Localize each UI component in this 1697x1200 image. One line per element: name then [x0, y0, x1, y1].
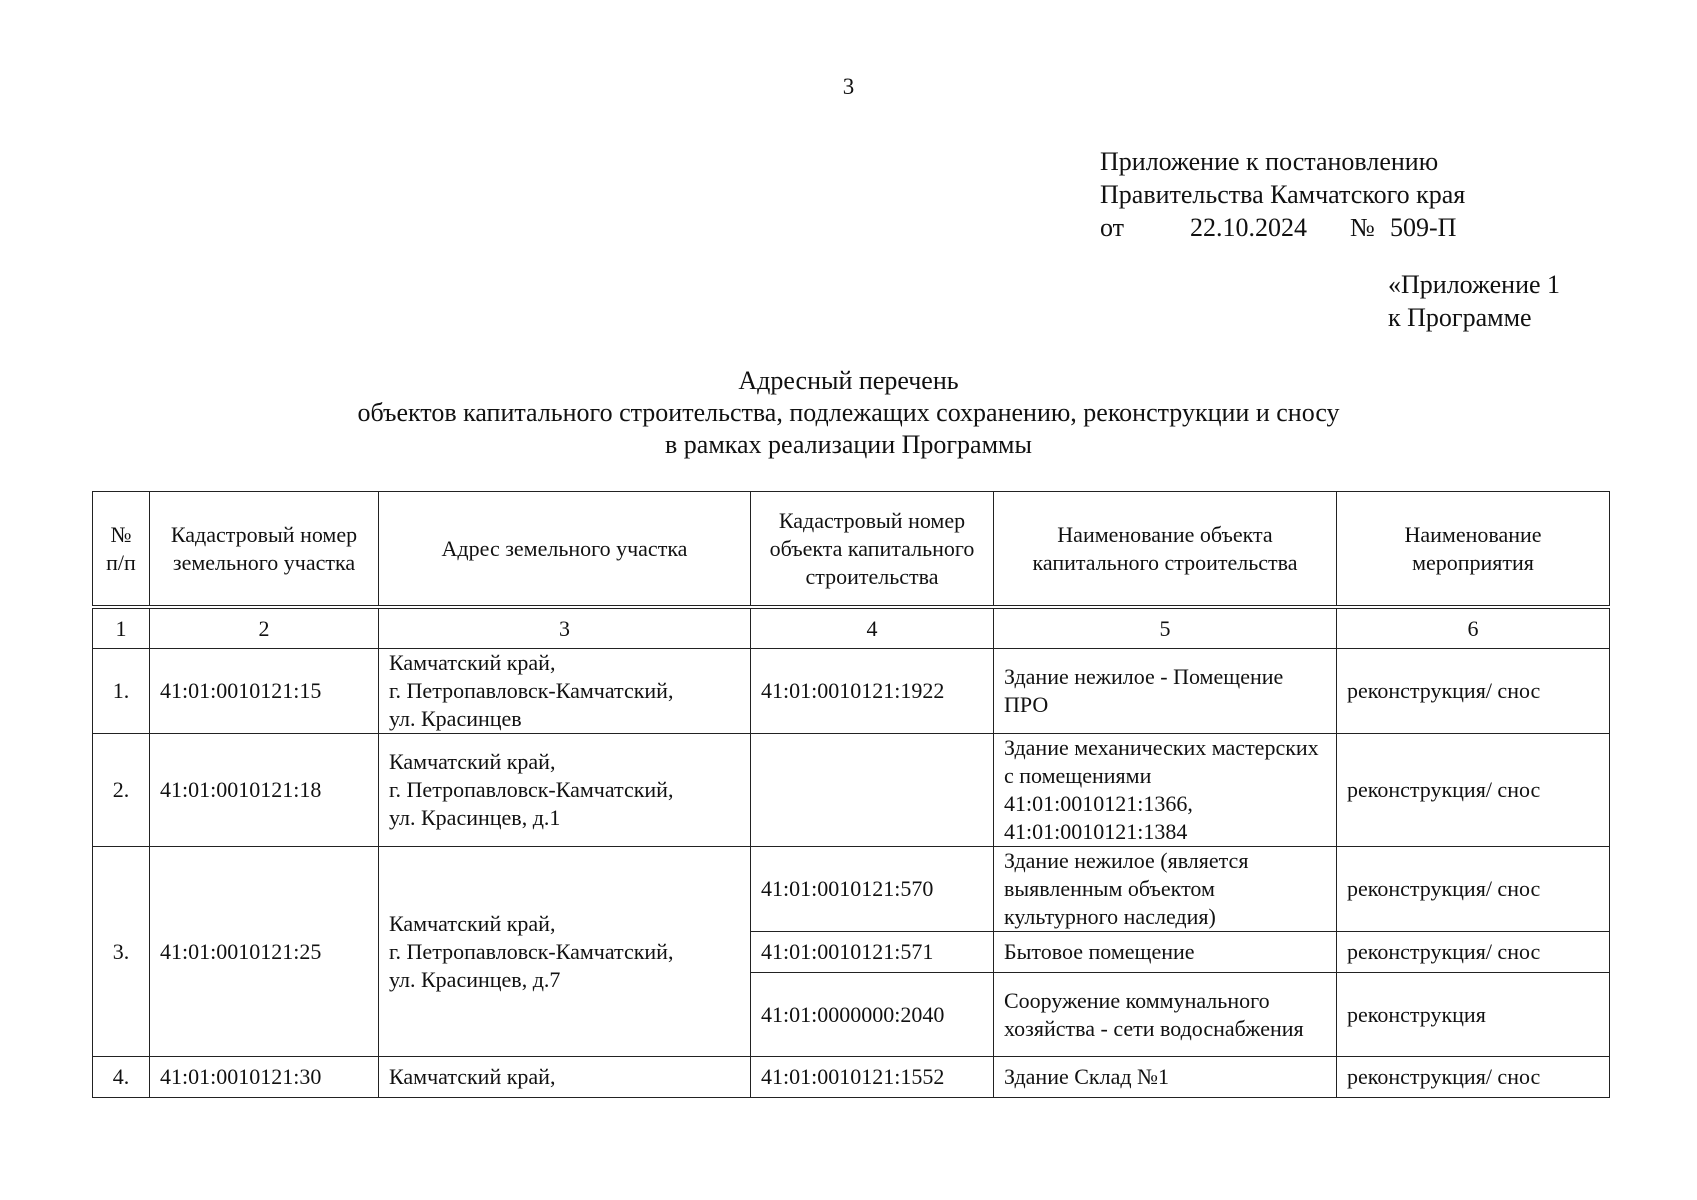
title-line-3: в рамках реализации Программы [665, 430, 1032, 459]
land-cadastral-cell: 41:01:0010121:30 [150, 1057, 379, 1098]
address-line: г. Петропавловск-Камчатский, [389, 678, 674, 703]
header-action: Наименование мероприятия [1337, 492, 1610, 606]
number-sign: № [1350, 213, 1375, 242]
table-row [93, 734, 1610, 847]
action-cell: реконструкция/ снос [1337, 1057, 1610, 1098]
column-number: 2 [150, 609, 379, 649]
action-cell: реконструкция [1337, 973, 1610, 1057]
land-cadastral-cell: 41:01:0010121:15 [150, 649, 379, 734]
header-address: Адрес земельного участка [379, 492, 751, 606]
object-cadastral-cell: 41:01:0010121:1922 [751, 649, 994, 734]
address-line: Камчатский край, [389, 749, 556, 774]
approval-line-2: Правительства Камчатского края [1100, 180, 1466, 209]
object-name-cell: Сооружение коммунального хозяйства - сети водоснабжения [994, 973, 1337, 1057]
row-number-cell: 4. [93, 1057, 150, 1098]
action-cell: реконструкция/ снос [1337, 734, 1610, 847]
row-number-cell: 2. [93, 734, 150, 847]
objects-table [92, 491, 1610, 1098]
appendix-line-2: к Программе [1388, 303, 1532, 332]
approval-number: 509-П [1390, 213, 1457, 242]
column-number-row [93, 609, 1610, 649]
address-line: ул. Красинцев, д.1 [389, 805, 561, 830]
object-name-cell: Здание Склад №1 [994, 1057, 1337, 1098]
action-cell: реконструкция/ снос [1337, 847, 1610, 932]
object-name-cell: Бытовое помещение [994, 932, 1337, 973]
column-number: 5 [994, 609, 1337, 649]
column-number: 6 [1337, 609, 1610, 649]
approval-block [1100, 145, 1465, 244]
address-cell [379, 734, 751, 847]
land-cadastral-cell: 41:01:0010121:25 [150, 847, 379, 1057]
action-cell: реконструкция/ снос [1337, 932, 1610, 973]
address-line: г. Петропавловск-Камчатский, [389, 777, 674, 802]
table-header-row [93, 492, 1610, 606]
header-object-name: Наименование объекта капитального строительства [994, 492, 1337, 606]
address-cell [379, 649, 751, 734]
address-line: ул. Красинцев, д.7 [389, 966, 561, 992]
column-number: 3 [379, 609, 751, 649]
header-land-cadastral: Кадастровый номер земельного участка [150, 492, 379, 606]
table-row [93, 847, 1610, 932]
address-line: Камчатский край, [389, 910, 556, 936]
table-row [93, 649, 1610, 734]
approval-date-line [1100, 211, 1465, 244]
object-cadastral-cell: 41:01:0010121:571 [751, 932, 994, 973]
header-number: № п/п [93, 492, 150, 606]
table-row [93, 1057, 1610, 1098]
address-line: г. Петропавловск-Камчатский, [389, 938, 674, 964]
title-line-1: Адресный перечень [738, 366, 959, 395]
row-number-cell: 3. [93, 847, 150, 1057]
land-cadastral-cell: 41:01:0010121:18 [150, 734, 379, 847]
approval-line-1: Приложение к постановлению [1100, 147, 1439, 176]
object-cadastral-cell: 41:01:0000000:2040 [751, 973, 994, 1057]
action-cell: реконструкция/ снос [1337, 649, 1610, 734]
object-name-cell: Здание нежилое (является выявленным объектом культурного наследия) [994, 847, 1337, 932]
column-number: 1 [93, 609, 150, 649]
address-line: ул. Красинцев [389, 706, 522, 731]
object-cadastral-cell: 41:01:0010121:570 [751, 847, 994, 932]
header-object-cadastral: Кадастровый номер объекта капитального строительства [751, 492, 994, 606]
object-cadastral-cell [751, 734, 994, 847]
address-cell [379, 1057, 751, 1098]
object-name-cell: Здание нежилое - Помещение ПРО [994, 649, 1337, 734]
row-number-cell: 1. [93, 649, 150, 734]
appendix-line-1: «Приложение 1 [1388, 270, 1561, 299]
title-line-2: объектов капитального строительства, подлежащих сохранению, реконструкции и сносу [357, 398, 1340, 427]
object-name-cell: Здание механических мастерских с помещениями 41:01:0010121:1366, 41:01:0010121:1384 [994, 734, 1337, 847]
address-cell [379, 847, 751, 1057]
page-number: 3 [842, 74, 855, 99]
from-label: от [1100, 213, 1125, 242]
object-cadastral-cell: 41:01:0010121:1552 [751, 1057, 994, 1098]
column-number: 4 [751, 609, 994, 649]
address-line: Камчатский край, [389, 650, 556, 675]
address-line: Камчатский край, [389, 1064, 556, 1089]
approval-date: 22.10.2024 [1190, 213, 1307, 242]
document-title [0, 365, 1697, 461]
appendix-block [1388, 268, 1560, 334]
